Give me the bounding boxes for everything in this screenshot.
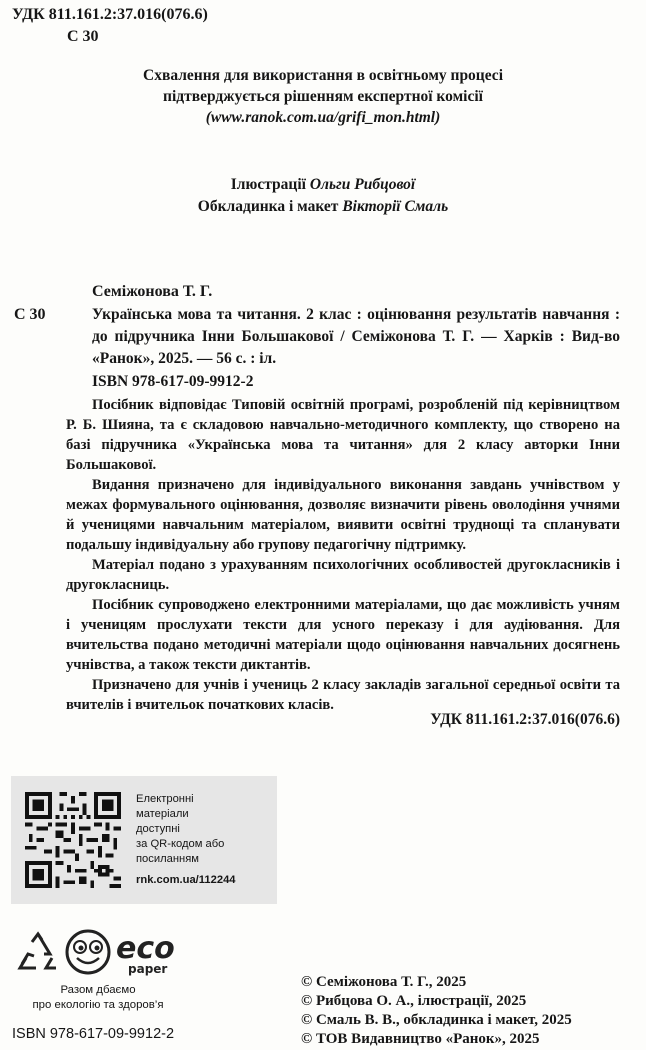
eco-paper-logo — [16, 928, 186, 978]
recycle-icon — [20, 934, 56, 968]
isbn-main: ISBN 978-617-09-9912-2 — [92, 373, 254, 390]
eco-caption-line: Разом дбаємо — [60, 984, 136, 996]
copyright-line: © Смаль В. В., обкладинка і макет, 2025 — [301, 1012, 572, 1028]
credits-block — [0, 174, 646, 218]
approval-link[interactable]: (www.ranok.com.ua/grifi_mon.html) — [205, 109, 441, 126]
cover-label: Обкладинка і макет — [197, 198, 339, 215]
annotation-paragraph: Призначено для учнів і учениць 2 класу закладів загальної середньої освіти та вчителів і вчительок початкових класів. — [66, 677, 620, 713]
annotation — [66, 395, 620, 715]
udk-footer: УДК 811.161.2:37.016(076.6) — [430, 711, 620, 728]
copyright-line: © ТОВ Видавництво «Ранок», 2025 — [301, 1031, 540, 1047]
author-mark-top: С 30 — [67, 28, 99, 45]
copyright-block — [301, 973, 572, 1049]
approval-line-2: підтверджується рішенням експертної комісії — [163, 88, 483, 105]
eco-paper-word: paper — [128, 962, 168, 976]
qr-code-icon[interactable] — [25, 792, 121, 888]
isbn-bottom: ISBN 978-617-09-9912-2 — [12, 1026, 175, 1042]
approval-notice — [0, 65, 646, 128]
eco-word: eco — [116, 931, 175, 966]
qr-link[interactable]: rnk.com.ua/112244 — [136, 874, 236, 886]
illustrator-name: Ольги Рибцової — [309, 176, 416, 193]
annotation-paragraph: Матеріал подано з урахуванням психологічних особливостей другокласників і другокласниць. — [66, 557, 620, 593]
illustrations-label: Ілюстрації — [230, 176, 306, 193]
qr-caption-line: посиланням — [136, 853, 199, 865]
copyright-line: © Рибцова О. А., ілюстрації, 2025 — [301, 993, 527, 1009]
qr-caption — [136, 792, 266, 888]
smiley-icon — [67, 931, 109, 973]
qr-caption-line: доступні — [136, 823, 180, 835]
annotation-paragraph: Видання призначено для індивідуального виконання завдань учнівством у межах формувального оцінювання, дозволяє визначити рівень оволодіння учнями й ученицями навчальним матеріалом, виявити освітні труднощі та спланувати подальшу індивідуальну або групову педагогічну підтримку. — [66, 477, 620, 553]
eco-caption-line: про екологію та здоров’я — [32, 999, 164, 1011]
udk-header — [12, 4, 208, 48]
annotation-paragraph: Посібник відповідає Типовій освітній програмі, розробленій під керівництвом Р. Б. Шияна, та є складовою навчально-методичного комплекту, що створено на базі підручника «Українська мова та читання» для 2 класу авторки Інни Большакової. — [66, 397, 620, 473]
author-mark-side: С 30 — [14, 306, 46, 323]
udk-code-top: УДК 811.161.2:37.016(076.6) — [12, 6, 208, 23]
cover-designer-name: Вікторії Смаль — [342, 198, 449, 215]
eco-caption — [0, 983, 196, 1013]
approval-line-1: Схвалення для використання в освітньому процесі — [143, 67, 503, 84]
bibliographic-description: Українська мова та читання. 2 клас : оцінювання результатів навчання : до підручника Інни Большакової / Семіжонова Т. Г. — Харків : Вид-во «Ранок», 2025. — 56 с. : іл. — [92, 306, 620, 367]
electronic-materials-box — [11, 776, 277, 904]
qr-caption-line: Електронні — [136, 793, 194, 805]
copyright-line: © Семіжонова Т. Г., 2025 — [301, 974, 467, 990]
qr-caption-line: за QR-кодом або — [136, 838, 225, 850]
author-name: Семіжонова Т. Г. — [92, 283, 213, 300]
annotation-paragraph: Посібник супроводжено електронними матеріалами, що дає можливість учням і ученицям прослухати тексти для усного переказу і для аудіювання. Для вчительства подано методичні матеріали щодо оцінювання навчальних досягнень учнівства, а також тексти диктантів. — [66, 597, 620, 673]
qr-caption-line: матеріали — [136, 808, 189, 820]
